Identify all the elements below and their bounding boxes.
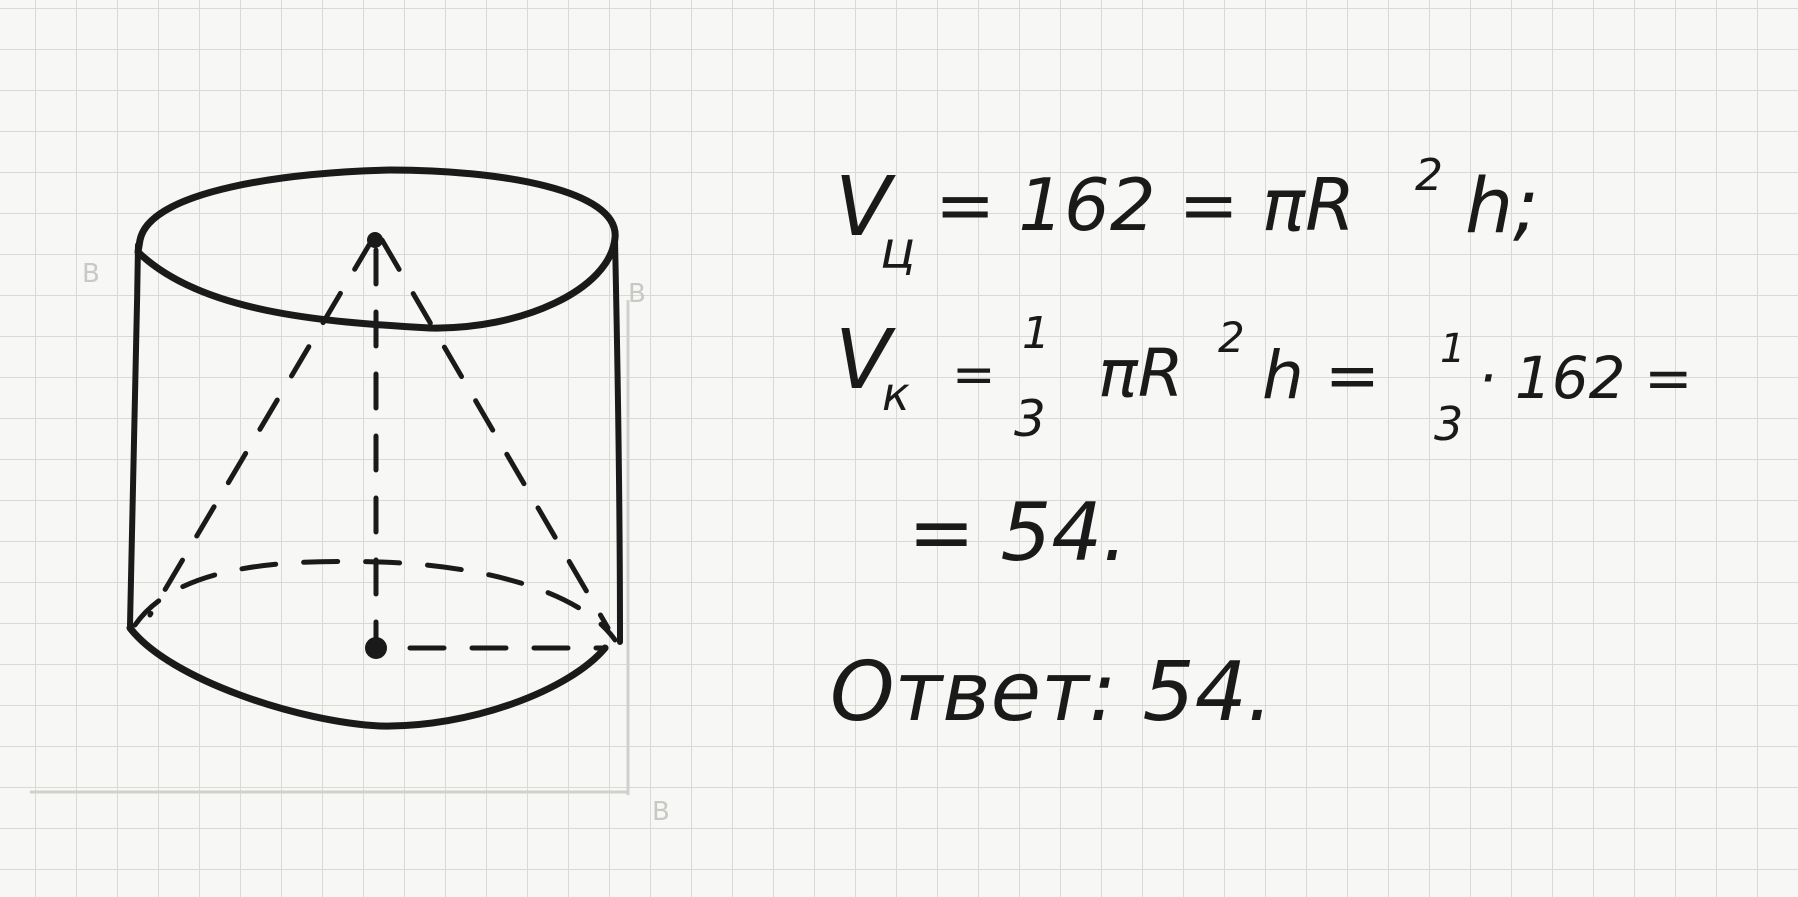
cone-right-edge xyxy=(382,240,608,628)
line1-equation: = 162 = πR xyxy=(935,163,1356,247)
line1-volume-symbol: V xyxy=(835,160,892,255)
answer-line: Ответ: 54. xyxy=(830,645,1273,740)
cone-left-edge xyxy=(150,240,372,615)
line2-h: h = xyxy=(1262,337,1381,414)
cylinder-right-side xyxy=(615,240,620,642)
line2-exponent: 2 xyxy=(1218,313,1245,362)
line1-exponent: 2 xyxy=(1415,150,1443,201)
cone-apex-point xyxy=(367,232,383,248)
line2-pi-r: πR xyxy=(1098,335,1184,412)
faint-mark: В xyxy=(628,279,646,309)
line2-volume-symbol: V xyxy=(835,313,892,408)
fraction2-numerator: 1 xyxy=(1440,326,1466,372)
line2-subscript: к xyxy=(882,367,910,421)
fraction-denominator: 3 xyxy=(1014,390,1046,448)
line1-end: h; xyxy=(1465,161,1539,250)
base-center-point xyxy=(365,637,387,659)
cylinder-left-side xyxy=(130,245,138,625)
faint-mark: В xyxy=(82,259,100,289)
line2-tail: · 162 = xyxy=(1478,344,1693,412)
fraction-numerator: 1 xyxy=(1022,308,1050,359)
fraction2-denominator: 3 xyxy=(1434,397,1464,451)
line1-subscript: ц xyxy=(880,221,916,281)
line3-result: = 54. xyxy=(908,486,1128,579)
faint-mark: В xyxy=(652,797,670,827)
line2-equals: = xyxy=(952,345,996,405)
